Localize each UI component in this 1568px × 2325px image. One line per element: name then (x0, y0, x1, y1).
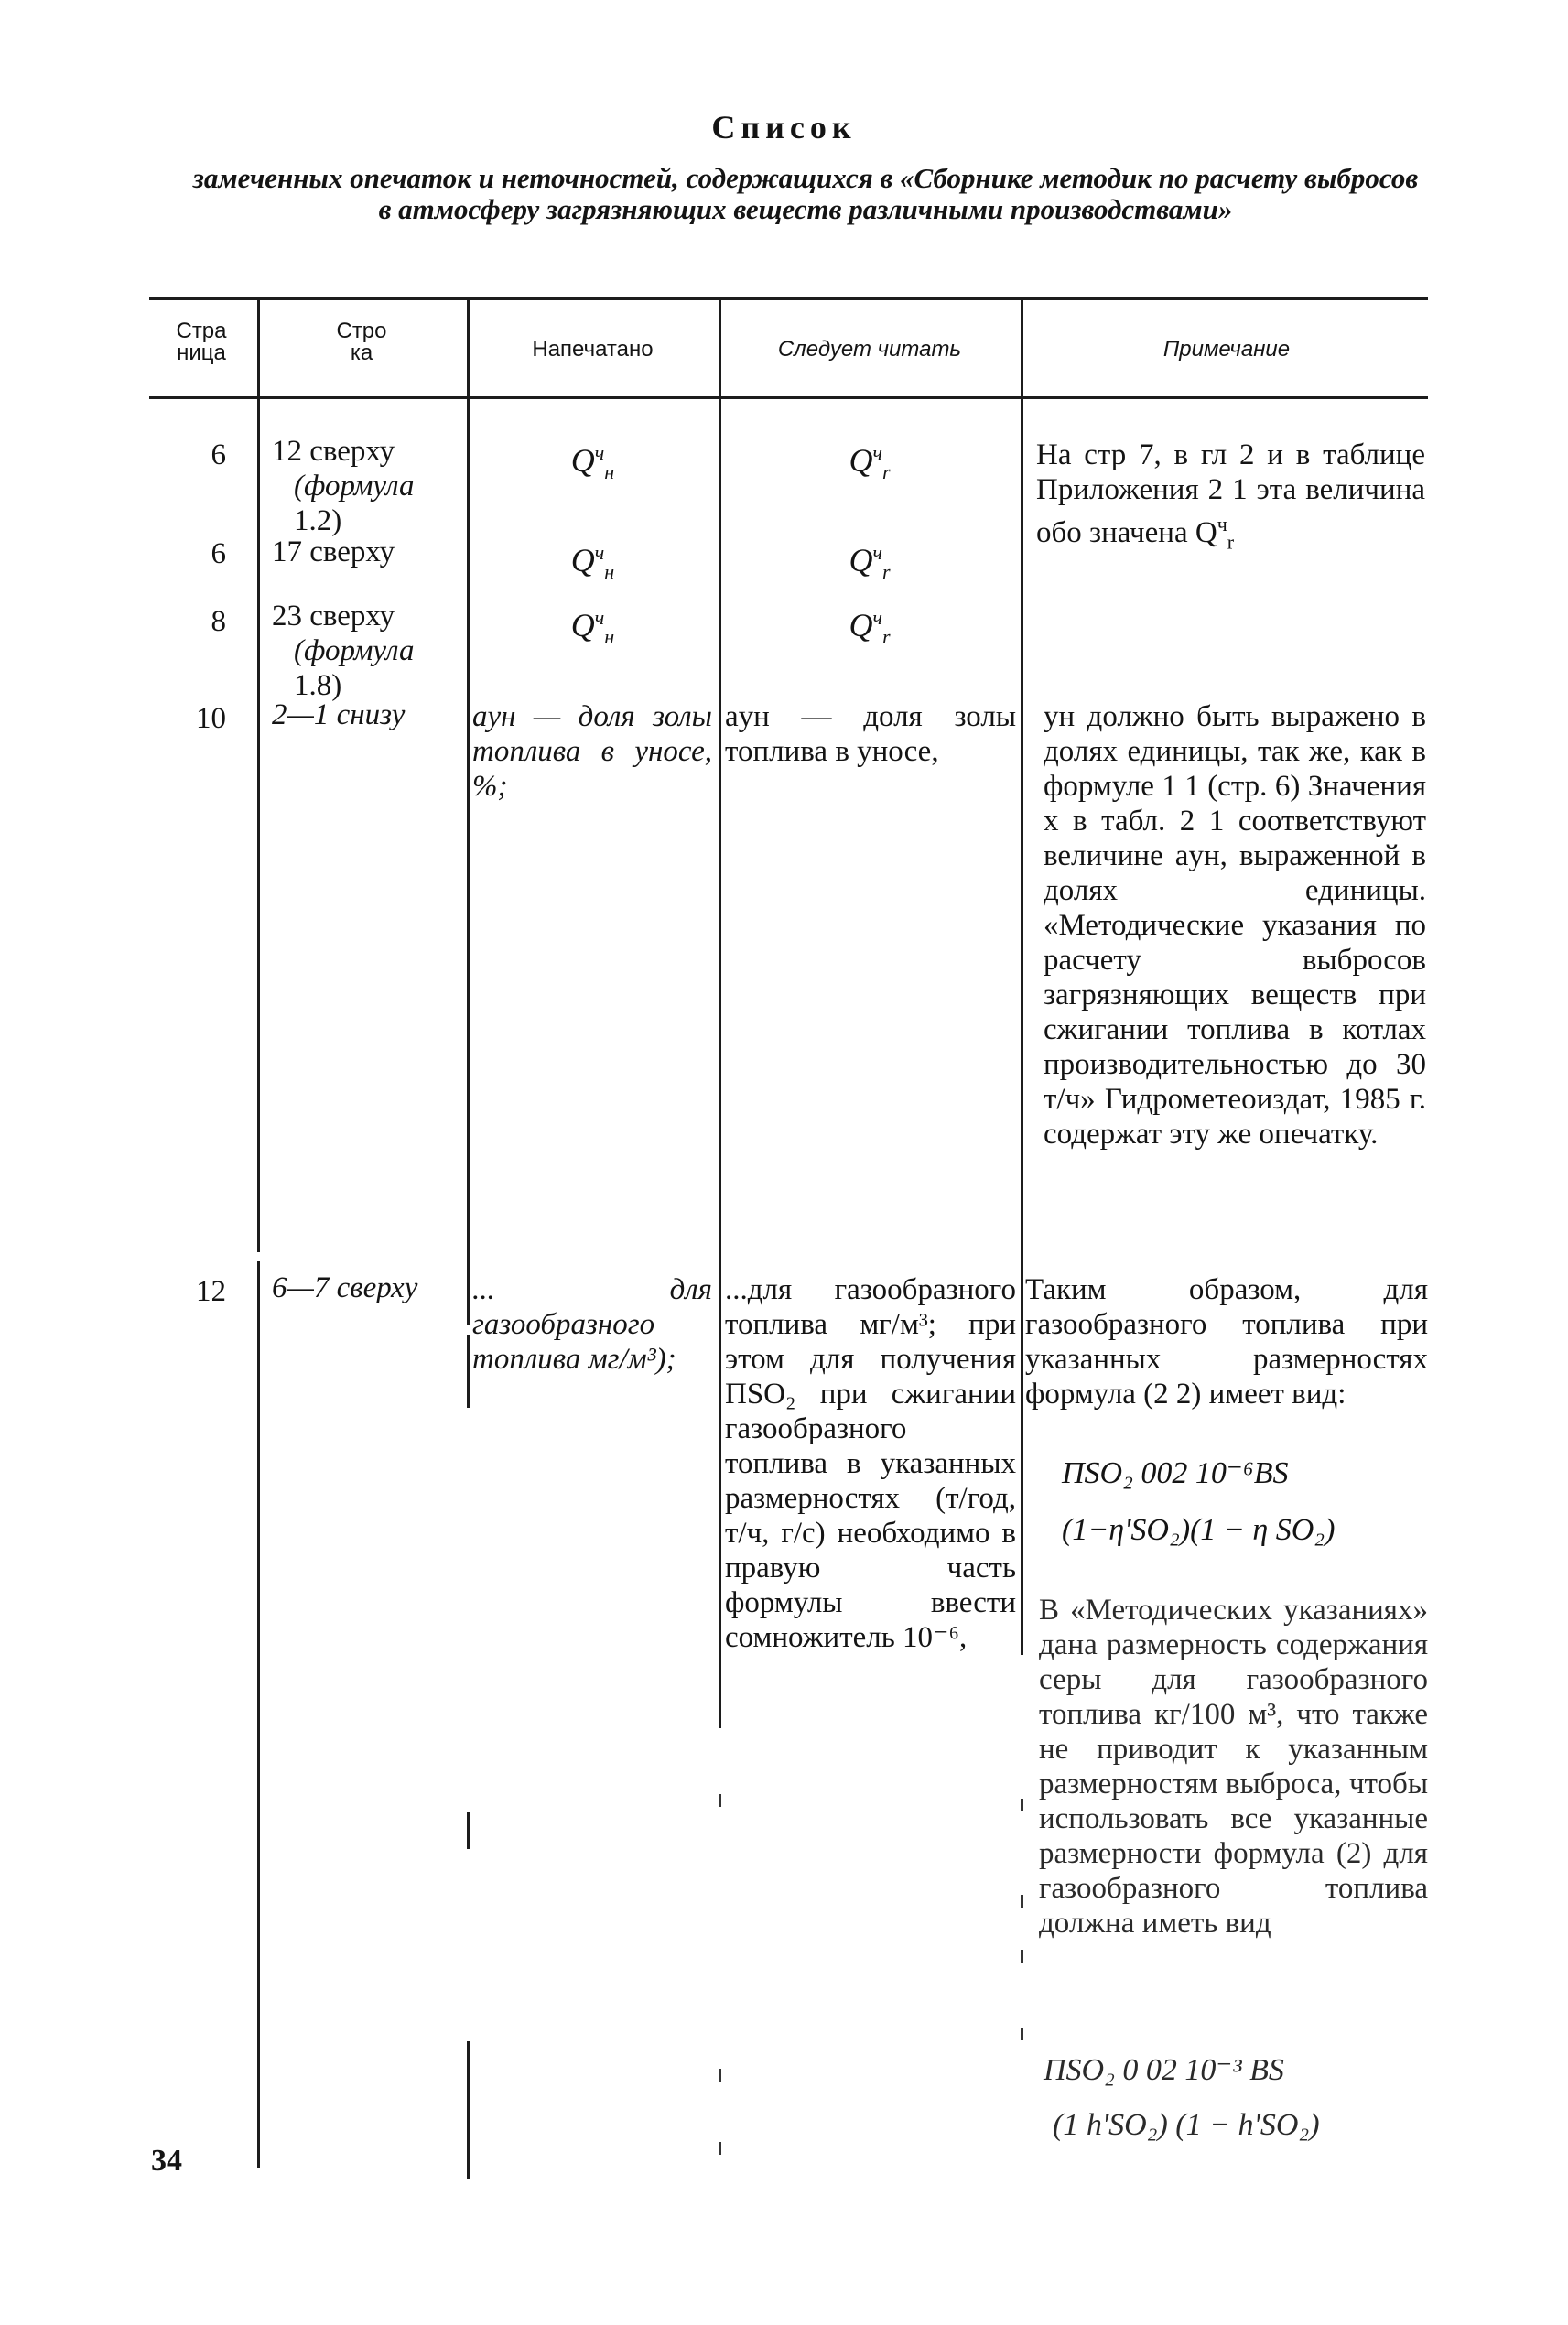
table-top-rule (149, 297, 1428, 300)
scan-speck (1021, 1895, 1023, 1908)
row-1-should-read-symbol: $Q^ч_r$ (849, 441, 891, 484)
row-5-line: 6—7 сверху (272, 1271, 418, 1304)
column-divider-4 (1021, 300, 1023, 1655)
column-divider-1b (257, 1261, 260, 2168)
scan-speck (719, 1794, 721, 1807)
column-divider-2d (467, 2041, 470, 2179)
scan-speck (1021, 2028, 1023, 2040)
row-4-note: ун должно быть выражено в долях единицы, так же, как в формуле 1 1 (стр. 6) Значения x в табл. 2 1 соответствуют величине aун, выраженной в долях единицы. «Методические указания по расчету выбросов загрязняющих веществ при сжигании топлива в котлах производительностью до 30 т/ч» Гидрометеоиздат, 1985 г. содержат эту же опечатку. (1044, 700, 1426, 1151)
header-bottom-rule (149, 396, 1428, 399)
row-2-should-read-symbol: $Q^ч_r$ (849, 541, 891, 584)
row-5-formula-2-line-1: ПSO₂ 0 02 10⁻³ BS (1044, 2053, 1284, 2087)
row-5-printed: ... для газообразного топлива мг/м³); (472, 1273, 712, 1376)
scan-speck (719, 2069, 721, 2082)
row-4-printed: aун — доля золы топлива в уносе, %; (472, 700, 712, 803)
column-divider-2 (467, 300, 470, 1325)
row-1-page: 6 (211, 438, 226, 471)
row-2-line: 17 сверху (272, 535, 395, 568)
column-divider-3 (719, 300, 721, 1728)
row-5-formula-1-line-1: ПSO₂ 002 10⁻⁶BS (1062, 1456, 1289, 1490)
row-5-note-intro: Таким образом, для газообразного топлива при указанных размерностях формула (2 2) имеет вид: (1025, 1273, 1428, 1411)
column-divider-2c (467, 1812, 470, 1849)
column-divider-1 (257, 300, 260, 1252)
scan-speck (1021, 1950, 1023, 1963)
scan-speck (1021, 1799, 1023, 1811)
row-5-note-continued: В «Методических указаниях» дана размерность содержания серы для газообразного топлива кг/100 м³, что также не приводит к указанным размерностям выброса, чтобы использовать все указанные размерности формула (2) для газообразного топлива должна иметь вид (1039, 1594, 1428, 1940)
row-5-formula-2-line-2: (1 h'SO₂) (1 − h'SO₂) (1053, 2108, 1320, 2142)
page-title: Список (711, 109, 857, 146)
row-4-page: 10 (196, 702, 226, 735)
header-note: Примечание (1162, 337, 1291, 362)
scan-speck (719, 2142, 721, 2155)
row-2-printed-symbol: $Q^ч_н$ (570, 541, 615, 584)
header-printed: Напечатано (532, 337, 654, 362)
row-1-line: 12 сверху (формула 1.2) (272, 435, 415, 537)
header-should-read: Следует читать (777, 337, 962, 362)
row-4-should-read: aун — доля золы топлива в уносе, (725, 700, 1016, 768)
header-page: Стра ница (176, 319, 227, 365)
header-line: Стро ка (336, 319, 387, 365)
row-1-note: На стр 7, в гл 2 и в таблице Приложения 2 1 эта величина обо значена $Q^ч_r$ (1036, 438, 1425, 554)
column-divider-2b (467, 1335, 470, 1408)
row-5-page: 12 (196, 1275, 226, 1308)
row-3-printed-symbol: $Q^ч_н$ (570, 606, 615, 649)
row-2-page: 6 (211, 537, 226, 570)
row-3-page: 8 (211, 605, 226, 638)
page-number: 34 (151, 2144, 182, 2178)
row-3-should-read-symbol: $Q^ч_r$ (849, 606, 891, 649)
row-5-should-read: ...для газообразного топлива мг/м³; при этом для получения ПSO₂ при сжигании газообразного топлива в указанных размерностях (т/год, т/ч, г/с) необходимо в правую часть формулы ввести сомножитель 10⁻⁶, (725, 1273, 1016, 1654)
row-5-formula-1-line-2: (1−η'SO₂)(1 − η SO₂) (1062, 1513, 1336, 1547)
row-1-printed-symbol: $Q^ч_н$ (570, 441, 615, 484)
row-4-line: 2—1 снизу (272, 698, 406, 731)
row-3-line: 23 сверху (формула 1.8) (272, 600, 415, 702)
page-subtitle: замеченных опечаток и неточностей, содержащихся в «Сборнике методик по расчету выбросов в атмосферу загрязняющих веществ различными производствами» (192, 162, 1419, 225)
